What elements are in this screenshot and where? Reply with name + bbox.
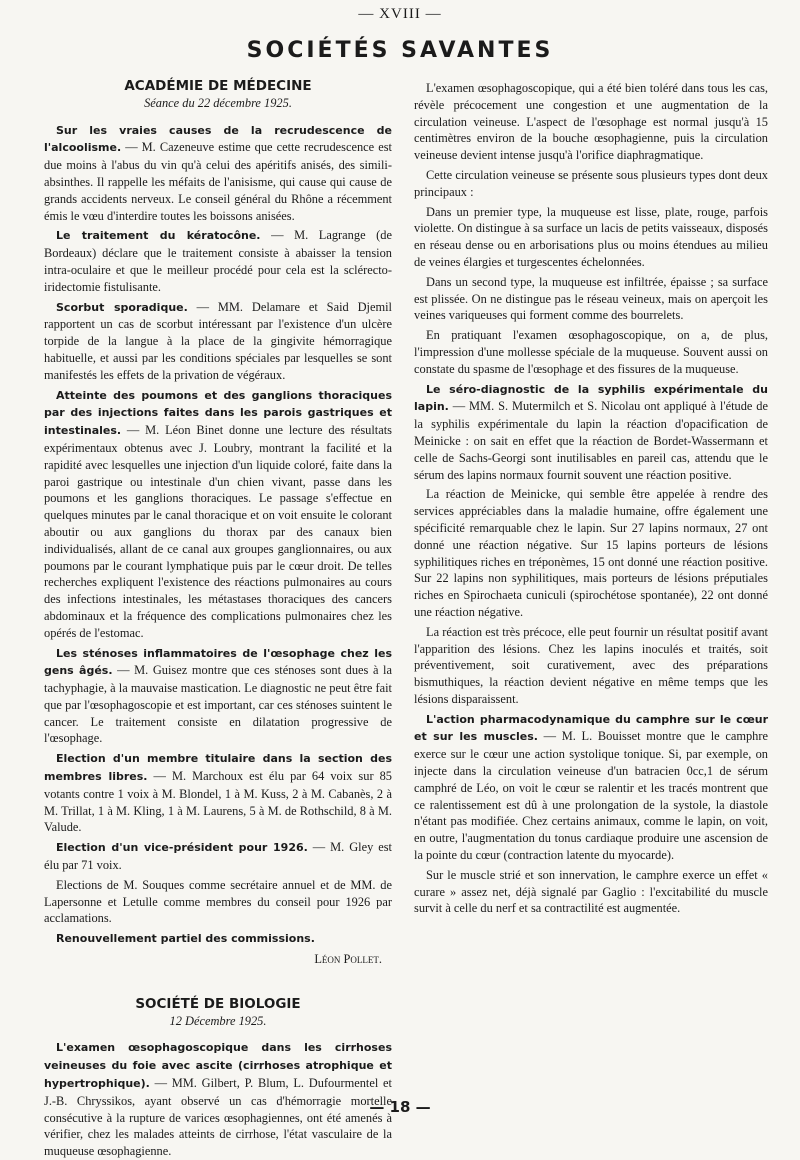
- signature: Léon Pollet.: [314, 952, 382, 967]
- paragraph: Sur le muscle strié et son innervation, le camphre exerce un effet « curare » assez net, déjà signalé par Gaglio : l'excitabilité du muscle survit à celle du nerf et sa contractilité est augmentée.: [414, 867, 768, 916]
- article-elections: Elections de M. Souques comme secrétaire annuel et de MM. de Lapersonne et Letulle comme membres du conseil pour 1926 par acclamations.: [44, 877, 392, 926]
- article-body: — MM. Delamare et Said Djemil rapportent un cas de scorbut intéressant par l'existence d'un ulcère torpide de la langue à la place de la gingivite hémorragique habituelle, et aussi par les conditions spéciales par lesquelles se sont manifestés les effets de la privation de végéraux.: [44, 299, 392, 382]
- paragraph: Dans un second type, la muqueuse est infiltrée, épaisse ; sa surface est plissée. On ne distingue pas le réseau veineux, mais on aperçoit les veines variqueuses qui forment comme des bourrelets.: [414, 274, 768, 323]
- section-title-biologie: SOCIÉTÉ DE BIOLOGIE: [135, 995, 301, 1012]
- section-date-biologie: 12 Décembre 1925.: [169, 1013, 267, 1028]
- article-body: — M. Guisez montre que ces sténoses sont dues à la tachyphagie, à la mauvaise mastication. Le diagnostic ne peut être fait que par l'œsophagoscopie et est important, car ces sténoses suintent le cancer. Le traitement consiste en dilatation progressive de l'œsophage.: [44, 663, 392, 746]
- article-keratocone: [44, 227, 392, 295]
- article-body: — M. Léon Binet donne une lecture des résultats expérimentaux obtenus avec J. Loubry, montrant la facilité et la rapidité avec lesquelles une injection d'un liquide coloré, faite dans la paroi gastrique ou intestinale d'un chien vivant, passe dans les poumons et les ganglions thoraciques. Le passage s'effectue en quelques minutes par le canal thoracique et on voit ensuite le colorant aboutir ou aux ganglions du thorax par des canaux bien individualisés, allant de ce canal aux groupes ganglionnaires, ou aux poumons par le courant lymphatique puis par le cœur droit. De telles recherches expliquent l'existence des réactions pulmonaires au cours des infections intestinales, les métastases thoraciques des cancers abdominaux et la fréquence des complications pulmonaires chez les opérés de l'estomac.: [44, 423, 392, 640]
- paragraph: En pratiquant l'examen œsophagoscopique, on a, de plus, l'impression d'une mollesse spéciale de la muqueuse. Souvent aussi on constate du spasme de l'œsophage et des fissures de la muqueuse.: [414, 328, 768, 376]
- page-number: — 18 —: [369, 1098, 431, 1116]
- article-body: — M. L. Bouisset montre que le camphre exerce sur le cœur une action systolique tonique. Si, par exemple, on injecte dans la circulation veineuse d'un batracien 0cc,1 de sérum camphré de Léo, on voit le cœur se ralentir et les tracés montrent que ce ralentissement est dû à une prolongation de la systole, la diastole n'étant pas modifiée. Chez certains animaux, comme le lapin, on voit, en outre, l'augmentation du tonus cardiaque produire une ascension de la pointe du cœur (contraction latente du myocarde).: [414, 729, 768, 863]
- article-poumons: [44, 387, 392, 642]
- article-election-membre: [44, 750, 392, 836]
- article-syphilis: [414, 381, 768, 484]
- article-heading: L'action pharmacodynamique du camphre sur le cœur et sur les muscles.: [414, 712, 768, 744]
- article-body: — M. Cazeneuve estime que cette recrudescence est due moins à l'abus du vin qu'à celui des apéritifs anisés, des simili-absinthes. Il rappelle les méfaits de l'anisisme, qui cause qui cause de grands accidents nerveux. Le conseil général du Rhône a récemment émis le vœu d'interdire toutes les boissons anisées.: [44, 140, 392, 223]
- article-alcoolisme: [44, 122, 392, 225]
- article-heading: Les sténoses inflammatoires de l'œsophage chez les gens âgés.: [44, 646, 392, 678]
- article-heading: Le séro-diagnostic de la syphilis expérimentale du lapin.: [414, 382, 768, 414]
- right-column: [414, 80, 768, 1095]
- paragraph: La réaction est très précoce, elle peut fournir un résultat positif avant l'apparition des lésions. Chez les lapins inoculés et traités, soit préventivement, soit curativement, avec des préparations bismuthiques, la réaction devient négative en même temps que les lésions disparaissent.: [414, 624, 768, 706]
- article-heading: Election d'un vice-président pour 1926.: [56, 841, 308, 855]
- article-scorbut: [44, 299, 392, 384]
- article-heading: Renouvellement partiel des commissions.: [56, 932, 315, 946]
- paragraph: L'examen œsophagoscopique, qui a été bien toléré dans tous les cas, révèle précocement une congestion et une augmentation de la circulation veineuse. L'aspect de l'œsophage est normal jusqu'à 15 centimètres environ de la bouche œsophagienne, puis la circulation veineuse devient intense jusqu'à l'orifice diaphragmatique.: [414, 81, 768, 163]
- article-body: — MM. S. Mutermilch et S. Nicolau ont appliqué à l'étude de la syphilis expérimentale du lapin la réaction d'opacification de Meinicke : on sait en effet que la réaction de Bordet-Wassermann et celle de Sachs-Georgi sont inutilisables en pareil cas, attendu que le sérum des lapins normaux fournit souvent une réaction positive.: [414, 399, 768, 482]
- paragraph: Cette circulation veineuse se présente sous plusieurs types dont deux principaux :: [414, 167, 768, 199]
- article-camphre: [414, 711, 768, 864]
- page-folio-top: — XVIII —: [358, 6, 442, 22]
- article-body: — M. Marchoux est élu par 64 voix sur 85 votants contre 1 voix à M. Blondel, 1 à M. Kuss, 2 à M. Cabanès, 2 à M. Trillat, 1 à M. Kling, 1 à M. Laurens, 5 à M. de Rothschild, 8 à M. Valude.: [44, 769, 392, 835]
- article-commissions: [44, 930, 392, 948]
- section-title-academie: ACADÉMIE DE MÉDECINE: [124, 78, 312, 94]
- article-heading: Atteinte des poumons et des ganglions thoraciques par des injections faites dans les parois gastriques et intestinales.: [44, 388, 392, 438]
- article-heading: Sur les vraies causes de la recrudescence de l'alcoolisme.: [44, 123, 392, 155]
- paragraph: Dans un premier type, la muqueuse est lisse, plate, rouge, parfois violette. On distingue à sa surface un lacis de petits vaisseaux, disposés en réseau dense ou en arborisations plus ou moins étendues au milieu de veines élargies et turgescentes échelonnées.: [414, 204, 768, 269]
- article-body: — MM. Gilbert, P. Blum, L. Dufourmentel et J.-B. Chryssikos, ayant observé un cas d'hémorragie mortelle consécutive à la rupture de varices œsophagiennes, ont été amenés à vérifier, chez les malades atteints de cirrhose, l'état vasculaire de la muqueuse œsophagienne.: [44, 1076, 392, 1159]
- article-heading: L'examen œsophagoscopique dans les cirrhoses veineuses du foie avec ascite (cirrhoses atrophique et hypertrophique).: [44, 1041, 392, 1091]
- article-heading: Election d'un membre titulaire dans la section des membres libres.: [44, 752, 392, 784]
- article-election-vice-president: [44, 839, 392, 874]
- article-heading: Scorbut sporadique.: [56, 300, 188, 314]
- article-stenoses: [44, 645, 392, 748]
- article-body: — M. Lagrange (de Bordeaux) déclare que le traitement consiste à abaisser la tension intra-oculaire et que le meilleur procédé pour cela est la sclérecto-iridectomie fistulisante.: [44, 228, 392, 294]
- article-heading: Le traitement du kératocône.: [56, 229, 261, 243]
- paragraph: La réaction de Meinicke, qui semble être appelée à rendre des services appréciables dans la maladie humaine, offre également une spécificité remarquable chez le lapin. Sur 27 lapins normaux, 27 ont donné une réaction négative. Sur 15 lapins porteurs de lésions syphilitiques riches en tréponèmes, 15 ont donné une réaction positive. Sur 22 lapins non syphilitiques, mais porteurs de lésions préputiales riches en Spirochaeta cuniculi (spirochétose spontanée), 22 ont donné une réaction négative.: [414, 487, 768, 619]
- section-date-academie: Séance du 22 décembre 1925.: [144, 95, 292, 110]
- page-title: SOCIÉTÉS SAVANTES: [246, 38, 554, 63]
- left-column: [44, 78, 392, 1159]
- article-body: — M. Gley est élu par 71 voix.: [44, 840, 392, 873]
